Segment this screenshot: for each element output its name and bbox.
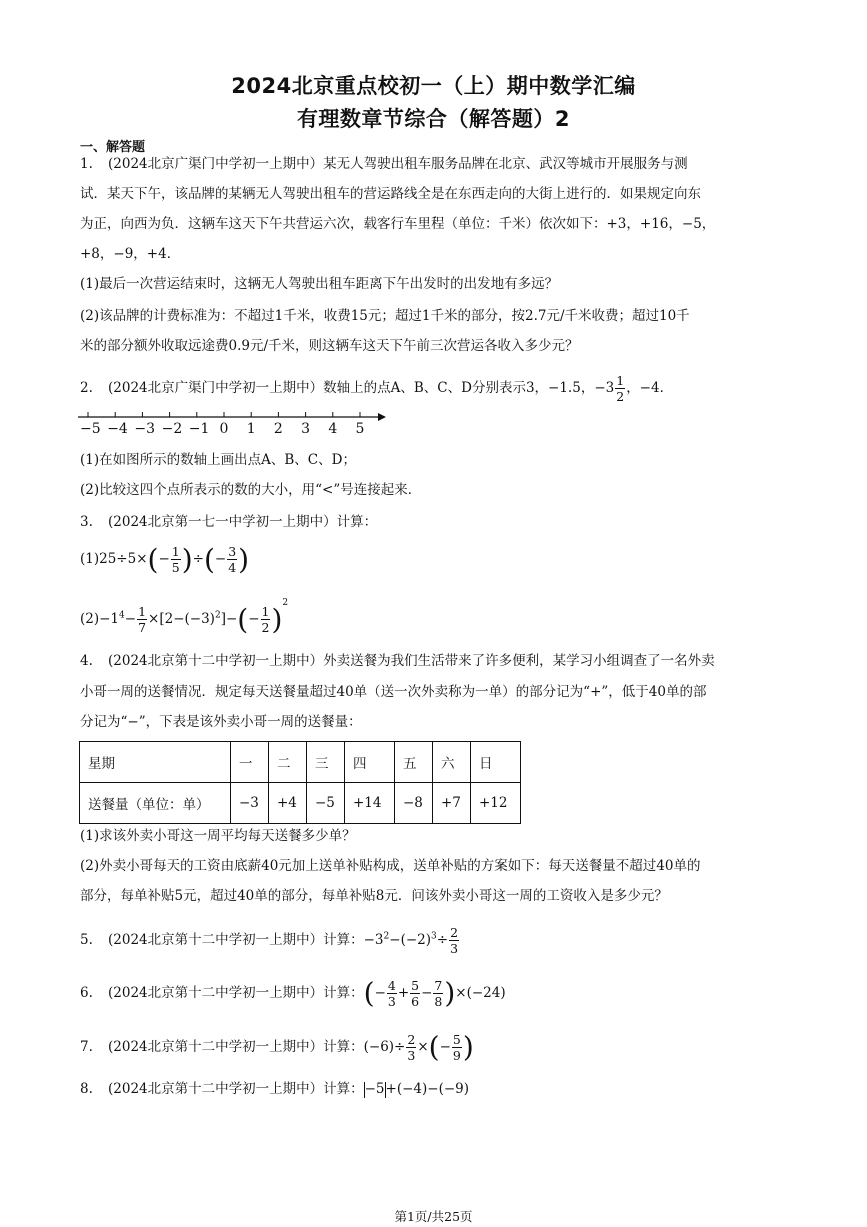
question-text: (2024北京广渠门中学初一上期中）某无人驾驶出租车服务品牌在北京、武汉等城市开展服务与测 <box>108 156 688 172</box>
sub-question: (2)该品牌的计费标准为：不超过1千米，收费15元；超过1千米的部分，按2.7元/千米收费；超过10千 <box>80 308 690 324</box>
question-text: (2024北京第十二中学初一上期中）计算： <box>108 985 364 1001</box>
table-cell: −8 <box>395 783 433 824</box>
question-1 <box>80 153 688 175</box>
question-number: 6. <box>80 985 93 1001</box>
question-text: 分记为“−”，下表是该外卖小哥一周的送餐量： <box>80 714 362 730</box>
table-cell: 三 <box>307 742 345 783</box>
number-line-tick-label: 4 <box>328 421 338 437</box>
number-line-tick-label: −3 <box>134 421 156 437</box>
table-cell: +4 <box>269 783 307 824</box>
expression-3-1: (1)25÷5×(− $\frac{1}{5}$ )÷(− $\frac{3}{4}$ ) <box>80 543 250 576</box>
question-7: 7. (2024北京第十二中学初一上期中）计算：(−6)÷ $\frac{2}{3}$ ×(− $\frac{5}{9}$ ) <box>80 1030 474 1064</box>
number-line-tick-label: −5 <box>80 421 101 437</box>
number-line-tick-label: −1 <box>188 421 210 437</box>
table-cell: −3 <box>231 783 269 824</box>
question-3 <box>80 511 377 533</box>
page-footer: 第1页/共25页 <box>394 1209 473 1224</box>
arrow-right-icon <box>378 413 386 421</box>
number-line-tick-label: 5 <box>355 421 365 437</box>
sub-question: 米的部分额外收取远途费0.9元/千米，则这辆车这天下午前三次营运各收入多少元？ <box>80 338 579 354</box>
question-text: (2024北京第十二中学初一上期中）计算： <box>108 932 364 948</box>
question-8: 8. (2024北京第十二中学初一上期中）计算：−5+(−4)−(−9) <box>80 1078 469 1100</box>
table-cell: 六 <box>433 742 471 783</box>
question-text: +8，−9，+4． <box>80 246 181 262</box>
table-cell: 日 <box>471 742 521 783</box>
section-heading: 一、解答题 <box>80 140 146 155</box>
table-cell: −5 <box>307 783 345 824</box>
delivery-table <box>79 741 521 824</box>
question-text: (2024北京第一七一中学初一上期中）计算： <box>108 514 378 530</box>
table-cell: 四 <box>345 742 395 783</box>
page-title: 2024北京重点校初一（上）期中数学汇编 <box>231 74 636 98</box>
question-6: 6. (2024北京第十二中学初一上期中）计算：(− $\frac{4}{3}$ + $\frac{5}{6}$ − $\frac{7}{8}$ )×(−24) <box>80 976 506 1010</box>
mixed-number: −3 $\frac{1}{2}$ <box>594 373 625 404</box>
table-cell: 星期 <box>80 742 231 783</box>
table-cell: 二 <box>269 742 307 783</box>
table-cell: 送餐量（单位：单） <box>80 783 231 824</box>
question-4 <box>80 650 715 672</box>
table-row <box>80 742 521 783</box>
question-5: 5. (2024北京第十二中学初一上期中）计算：$-3^2-(-2)^3\div$ $\frac{2}{3}$ <box>80 925 459 956</box>
sub-question: (2)外卖小哥每天的工资由底薪40元加上送单补贴构成，送单补贴的方案如下：每天送餐量不超过40单的 <box>80 858 701 874</box>
question-text: 试．某天下午，该品牌的某辆无人驾驶出租车的营运路线全是在东西走向的大街上进行的．如果规定向东 <box>80 186 701 202</box>
sub-question: (1)在如图所示的数轴上画出点A、B、C、D； <box>80 452 356 468</box>
number-line-tick-label: 2 <box>273 421 283 437</box>
question-text: (2024北京第十二中学初一上期中）计算： <box>108 1039 364 1055</box>
table-cell: 五 <box>395 742 433 783</box>
question-number: 7. <box>80 1039 93 1055</box>
question-number: 8. <box>80 1081 93 1097</box>
question-number: 3. <box>80 514 93 530</box>
sub-question: (1)最后一次营运结束时，这辆无人驾驶出租车距离下午出发时的出发地有多远？ <box>80 276 559 292</box>
number-line-tick-label: 3 <box>301 421 311 437</box>
number-line-tick-label: 0 <box>219 421 229 437</box>
table-cell: +14 <box>345 783 395 824</box>
question-text: (2024北京第十二中学初一上期中）计算： <box>108 1081 364 1097</box>
question-number: 1. <box>80 156 93 172</box>
question-text: 小哥一周的送餐情况．规定每天送餐量超过40单（送一次外卖称为一单）的部分记为“+”，低于40单的部 <box>80 684 707 700</box>
number-line-tick-label: 1 <box>246 421 256 437</box>
sub-question: (2)比较这四个点所表示的数的大小，用“<”号连接起来． <box>80 482 422 498</box>
number-line-tick-label: −2 <box>161 421 183 437</box>
question-number: 2. <box>80 380 93 396</box>
page-subtitle: 有理数章节综合（解答题）2 <box>296 107 571 131</box>
table-row <box>80 783 521 824</box>
question-2: 2. (2024北京广渠门中学初一上期中）数轴上的点A、B、C、D分别表示3，−1.5，−3 $\frac{1}{2}$ ，−4． <box>80 373 674 404</box>
question-number: 4. <box>80 653 93 669</box>
number-line-tick-label: −4 <box>107 421 128 437</box>
question-text: (2024北京第十二中学初一上期中）外卖送餐为我们生活带来了许多便利，某学习小组调查了一名外卖 <box>108 653 715 669</box>
table-cell: +7 <box>433 783 471 824</box>
table-cell: 一 <box>231 742 269 783</box>
sub-question: (1)求该外卖小哥这一周平均每天送餐多少单？ <box>80 828 356 844</box>
question-number: 5. <box>80 932 93 948</box>
question-text: 为正，向西为负．这辆车这天下午共营运六次，载客行车里程（单位：千米）依次如下：+3，+16，−5， <box>80 216 716 232</box>
sub-question: 部分，每单补贴5元，超过40单的部分，每单补贴8元．问该外卖小哥这一周的工资收入是多少元？ <box>80 888 668 904</box>
table-cell: +12 <box>471 783 521 824</box>
question-text: (2024北京广渠门中学初一上期中）数轴上的点A、B、C、D分别表示3，−1.5， <box>108 380 595 396</box>
expression-3-2: $(2)-1^4-$ $\frac{1}{7}$ $\times[2-(-3)^2]-(-$ $\frac{1}{2}$ )$^2$ <box>80 598 289 636</box>
